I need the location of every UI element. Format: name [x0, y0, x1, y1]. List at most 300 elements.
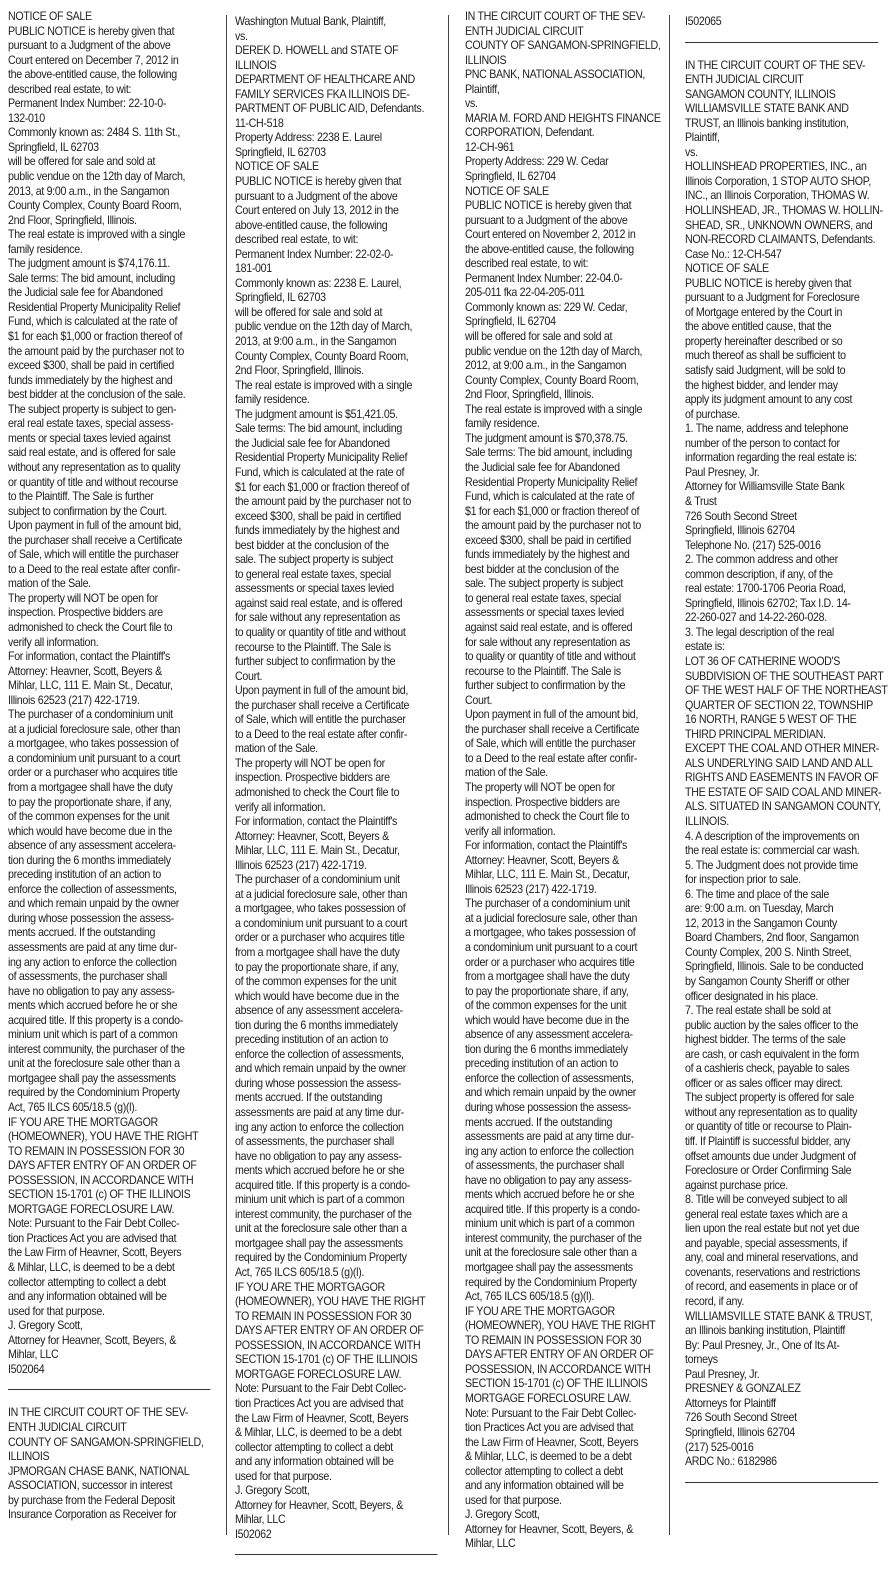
notice-text-line: common description, if any, of the [685, 567, 833, 581]
notice-text-line: ILLINOIS [465, 53, 507, 67]
notice-text-line: 12-CH-961 [465, 140, 515, 154]
notice-text-line: required by the Condominium Property [465, 1275, 637, 1289]
notice-text-line: Insurance Corporation as Receiver for [8, 1508, 177, 1522]
notice-text-line: and payable, special assessments, if [685, 1236, 848, 1250]
notice-text-line: vs. [235, 29, 248, 43]
notice-text-line: to pay the proportionate share, if any, [235, 960, 399, 974]
notice-text-line: the Law Firm of Heavner, Scott, Beyers [465, 1435, 639, 1449]
notice-text-line: Residential Property Municipality Relief [235, 451, 408, 465]
notice-text-line: Plaintiff, [465, 82, 500, 96]
notice-text-line: LOT 36 OF CATHERINE WOOD'S [685, 654, 841, 668]
notice-text-line: Court. [235, 669, 263, 683]
notice-text-line: SUBDIVISION OF THE SOUTHEAST PART [685, 669, 884, 683]
notice-text-line: 6. The time and place of the sale [685, 887, 829, 901]
notice-text-line: The judgment amount is $51,421.05. [235, 407, 398, 421]
notice-text-line: tion during the 6 months immediately [465, 1042, 628, 1056]
notice-text-line: The judgment amount is $74,176.11. [8, 257, 171, 271]
notice-text-line: a mortgagee, who takes possession of [8, 737, 179, 751]
notice-text-line: EXCEPT THE COAL AND OTHER MINER- [685, 742, 879, 756]
notice-text-line: Residential Property Municipality Relief [8, 300, 181, 314]
notice-text-line: much thereof as shall be sufficient to [685, 349, 846, 363]
notice-text-line: Illinois Corporation, 1 STOP AUTO SHOP, [685, 174, 871, 188]
notice-text-line: from a mortgagee shall have the duty [8, 780, 173, 794]
notice-text-line: of assessments, the purchaser shall [465, 1159, 624, 1173]
notice-text-line: & Mihlar, LLC, is deemed to be a debt [235, 1426, 402, 1440]
notice-text-line: torneys [685, 1353, 718, 1367]
notice-text-line: 22-260-027 and 14-22-260-028. [685, 611, 827, 625]
notice-text-line: Mihlar, LLC, 111 E. Main St., Decatur, [8, 679, 173, 693]
notice-text-line: $1 for each $1,000 or fraction thereof of [235, 480, 410, 494]
column-separator [448, 15, 449, 1535]
notice-text-line: Commonly known as: 2238 E. Laurel, [235, 276, 402, 290]
notice-text-line: public vendue on the 12th day of March, [235, 320, 413, 334]
notice-text-line: of record, and easements in place or of [685, 1280, 858, 1294]
notice-text-line: tion during the 6 months immediately [8, 853, 171, 867]
notice-text-line: the highest bidder, and lender may [685, 378, 838, 392]
notice-text-line: PNC BANK, NATIONAL ASSOCIATION, [465, 68, 646, 82]
notice-text-line: Mihlar, LLC, 111 E. Main St., Decatur, [465, 868, 630, 882]
notice-text-line: vs. [685, 145, 698, 159]
notice-text-line: Attorney for Heavner, Scott, Beyers, & [8, 1333, 176, 1347]
notice-text-line: Illinois 62523 (217) 422-1719. [465, 882, 597, 896]
notice-text-line: MORTGAGE FORECLOSURE LAW. [465, 1391, 632, 1405]
notice-text-line: ing any action to enforce the collection [465, 1144, 634, 1158]
notice-text-line: TO REMAIN IN POSSESSION FOR 30 [465, 1333, 642, 1347]
notice-text-line: Case No.: 12-CH-547 [685, 247, 782, 261]
notice-text-line: PUBLIC NOTICE is hereby given that [685, 276, 852, 290]
notice-text-line: assessments are paid at any time dur- [8, 941, 177, 954]
notice-text-line: Fund, which is calculated at the rate of [465, 490, 635, 504]
notice-text-line: Board Chambers, 2nd floor, Sangamon [685, 931, 859, 945]
notice-text-line: TRUST, an Illinois banking institution, [685, 116, 849, 130]
notice-text-line: Sale terms: The bid amount, including [8, 271, 175, 285]
notice-text-line: collector attempting to collect a debt [8, 1275, 166, 1289]
notice-text-line: NOTICE OF SALE [235, 160, 319, 174]
notice-text-line: officer or as sales officer may direct. [685, 1076, 843, 1090]
notice-text-line: during whose possession the assess- [465, 1101, 632, 1115]
notice-text-line: MORTGAGE FORECLOSURE LAW. [8, 1202, 175, 1216]
notice-text-line: admonished to check the Court file to [8, 620, 173, 634]
notice-text-line: have no obligation to pay any assess- [8, 984, 175, 998]
notice-text-line: mortgagee shall pay the assessments [235, 1236, 403, 1250]
notice-text-line: the Law Firm of Heavner, Scott, Beyers [8, 1246, 182, 1260]
notice-text-line: The subject property is subject to gen- [8, 402, 177, 416]
notice-text-line: officer designated in his place. [685, 989, 818, 1003]
notice-text-line: Upon payment in full of the amount bid, [8, 519, 182, 533]
notice-text-line: tion during the 6 months immediately [235, 1018, 398, 1032]
notice-text-line: for sale without any representation as [465, 635, 631, 649]
notice-text-line: will be offered for sale and sold at [8, 155, 156, 169]
notice-text-line: THIRD PRINCIPAL MERIDIAN. [685, 727, 826, 741]
notice-text-line: DEPARTMENT OF HEALTHCARE AND [235, 73, 415, 87]
notice-text-line: 726 South Second Street [685, 509, 797, 523]
notice-text-line: which would have become due in the [235, 989, 399, 1003]
notice-text-line: have no obligation to pay any assess- [235, 1149, 402, 1163]
notice-text-line: I502062 [235, 1527, 272, 1541]
notice-text-line: against said real estate, and is offered [235, 596, 403, 610]
notice-text-line: (217) 525-0016 [685, 1440, 754, 1454]
notice-text-line: without any representation as to quality [685, 1105, 858, 1119]
notice-text-line: QUARTER OF SECTION 22, TOWNSHIP [685, 698, 873, 712]
notice-text-line: general real estate taxes which are a [685, 1207, 848, 1221]
notice-text-line: Paul Presney, Jr. [685, 1367, 760, 1381]
notice-text-line: interest community, the purchaser of the [8, 1042, 185, 1056]
notice-text-line: minium unit which is part of a common [8, 1028, 178, 1042]
notice-text-line: of purchase. [685, 407, 740, 421]
notice-text-line: The purchaser of a condominium unit [8, 708, 173, 722]
notice-text-line: the Judicial sale fee for Abandoned [465, 460, 620, 474]
notice-text-line: ASSOCIATION, successor in interest [8, 1479, 173, 1493]
notice-text-line: Court. [465, 693, 493, 707]
notice-text-line: assessments are paid at any time dur- [235, 1106, 404, 1120]
notice-text-line: Attorneys for Plaintiff [685, 1396, 776, 1410]
notice-text-line: and which remain unpaid by the owner [465, 1086, 637, 1100]
notice-text-line: ALS UNDERLYING SAID LAND AND ALL [685, 756, 873, 770]
legal-notice [685, 15, 883, 43]
notice-text-line: DEREK D. HOWELL and STATE OF [235, 44, 399, 58]
notice-text-line: ments which accrued before he or she [235, 1164, 405, 1178]
notice-text-line: a mortgagee, who takes possession of [465, 926, 636, 940]
notice-text-line: OF THE WEST HALF OF THE NORTHEAST [685, 684, 888, 698]
notice-text-line: Mihlar, LLC [235, 1513, 286, 1527]
notice-text-line: required by the Condominium Property [235, 1251, 407, 1265]
notice-text-line: ARDC No.: 6182986 [685, 1455, 777, 1469]
notice-text-line: The purchaser of a condominium unit [465, 897, 630, 911]
notice-text-line: Illinois 62523 (217) 422-1719. [235, 858, 367, 872]
notice-text-line: Residential Property Municipality Relief [465, 475, 638, 489]
notice-text-line: acquired title. If this property is a condo- [235, 1178, 410, 1192]
notice-text-line: Springfield, IL 62704 [465, 170, 556, 184]
notice-text-line: interest community, the purchaser of the [235, 1207, 412, 1221]
notice-text-line: property hereinafter described or so [685, 334, 843, 348]
notice-text-line: inspection. Prospective bidders are [465, 795, 620, 809]
notice-text-line: JPMORGAN CHASE BANK, NATIONAL [8, 1464, 190, 1478]
notice-text-line: pursuant to a Judgment of the above [235, 189, 398, 203]
notice-text-line: the above entitled cause, that the [685, 320, 832, 334]
notice-text-line: the Judicial sale fee for Abandoned [235, 436, 390, 450]
notice-text-line: Upon payment in full of the amount bid, [465, 708, 639, 722]
notice-text-line: Springfield, IL 62703 [8, 140, 99, 154]
notice-text-line: public auction by the sales officer to the [685, 1018, 859, 1032]
notice-text-line: of Sale, which will entitle the purchaser [8, 548, 179, 562]
notice-text-line: to the Plaintiff. The Sale is further [8, 490, 154, 504]
notice-text-line: admonished to check the Court file to [235, 785, 400, 799]
notice-text-line: during whose possession the assess- [235, 1076, 402, 1090]
notice-text-line: Court entered on November 2, 2012 in [465, 228, 636, 242]
notice-text-line: (HOMEOWNER), YOU HAVE THE RIGHT [8, 1130, 199, 1144]
notice-text-line: of the common expenses for the unit [8, 810, 170, 824]
column-1 [8, 10, 209, 1523]
notice-text-line: & Trust [685, 494, 717, 508]
notice-text-line: 2nd Floor, Springfield, Illinois. [235, 364, 364, 378]
notice-text-line: sale. The subject property is subject [235, 553, 394, 567]
notice-text-line: CORPORATION, Defendant. [465, 126, 595, 140]
notice-text-line: best bidder at the conclusion of the [235, 538, 389, 552]
notice-text-line: mation of the Sale. [235, 742, 318, 756]
notice-text-line: the purchaser shall receive a Certificate [235, 698, 410, 712]
notice-text-line: at a judicial foreclosure sale, other than [235, 887, 408, 901]
notice-text-line: information regarding the real estate is: [685, 451, 857, 465]
notice-text-line: For information, contact the Plaintiff's [235, 815, 398, 829]
notice-text-line: Washington Mutual Bank, Plaintiff, [235, 15, 386, 28]
notice-text-line: collector attempting to collect a debt [465, 1464, 623, 1478]
notice-text-line: unit at the foreclosure sale other than a [465, 1246, 637, 1260]
notice-text-line: to quality or quantity of title and without [235, 625, 406, 639]
notice-text-line: Court entered on December 7, 2012 in [8, 53, 179, 67]
notice-text-line: 2. The common address and other [685, 553, 838, 567]
notice-text-line: NOTICE OF SALE [685, 262, 769, 276]
column-separator [226, 15, 227, 1535]
notice-text-line: inspection. Prospective bidders are [235, 771, 390, 785]
notice-text-line: PUBLIC NOTICE is hereby given that [235, 175, 402, 189]
notice-text-line: number of the person to contact for [685, 436, 840, 450]
notice-text-line: the amount paid by the purchaser not to [8, 344, 185, 358]
notice-text-line: Permanent Index Number: 22-04.0- [465, 271, 623, 285]
notice-text-line: The property will NOT be open for [465, 780, 615, 794]
notice-text-line: further subject to confirmation by the [465, 679, 626, 693]
notice-text-line: have no obligation to pay any assess- [465, 1173, 632, 1187]
notice-text-line: absence of any assessment accelera- [465, 1028, 633, 1042]
notice-text-line: SANGAMON COUNTY, ILLINOIS [685, 87, 836, 101]
notice-text-line: verify all information. [235, 800, 326, 814]
notice-text-line: mortgagee shall pay the assessments [465, 1261, 633, 1275]
notice-text-line: the Judicial sale fee for Abandoned [8, 286, 163, 300]
notice-text-line: preceding institution of an action to [8, 868, 161, 882]
notice-text-line: Court entered on July 13, 2012 in the [235, 204, 399, 218]
notice-text-line: vs. [465, 97, 478, 111]
notice-text-line: $1 for each $1,000 or fraction thereof of [8, 330, 183, 344]
notice-text-line: tiff. If Plaintiff is successful bidder, any [685, 1135, 851, 1149]
notice-text-line: I502064 [8, 1362, 45, 1376]
notice-text-line: and which remain unpaid by the owner [235, 1062, 407, 1076]
notice-text-line: to a Deed to the real estate after confir- [465, 751, 638, 765]
notice-text-line: 726 South Second Street [685, 1411, 797, 1425]
notice-text-line: Mihlar, LLC, 111 E. Main St., Decatur, [235, 844, 400, 858]
notice-text-line: and any information obtained will be [465, 1479, 624, 1493]
notice-text-line: County Complex, County Board Room, [465, 373, 639, 387]
notice-text-line: ments or special taxes levied against [8, 431, 171, 445]
notice-text-line: covenants, reservations and restrictions [685, 1265, 861, 1279]
notice-text-line: of the common expenses for the unit [465, 999, 627, 1013]
notice-text-line: without any representation as to quality [8, 460, 181, 474]
notice-text-line: against purchase price. [685, 1178, 788, 1192]
notice-text-line: of Sale, which will entitle the purchaser [465, 737, 636, 751]
notice-text-line: Mihlar, LLC [465, 1537, 516, 1551]
legal-notice [8, 1406, 209, 1522]
notice-text-line: collector attempting to collect a debt [235, 1440, 393, 1454]
notice-text-line: Property Address: 229 W. Cedar [465, 155, 609, 169]
notice-text-line: by purchase from the Federal Deposit [8, 1493, 175, 1507]
notice-text-line: exceed $300, shall be paid in certified [235, 509, 401, 523]
notice-text-line: apply its judgment amount to any cost [685, 393, 853, 407]
notice-text-line: TO REMAIN IN POSSESSION FOR 30 [8, 1144, 185, 1158]
notice-text-line: which would have become due in the [465, 1013, 629, 1027]
notice-text-line: enforce the collection of assessments, [465, 1071, 634, 1085]
notice-text-line: described real estate, to wit: [235, 233, 359, 247]
notice-text-line: ing any action to enforce the collection [235, 1120, 404, 1134]
notice-text-line: will be offered for sale and sold at [235, 305, 383, 319]
notice-text-line: ments accrued. If the outstanding [8, 926, 156, 940]
notice-text-line: (HOMEOWNER), YOU HAVE THE RIGHT [465, 1319, 656, 1333]
notice-text-line: Note: Pursuant to the Fair Debt Collec- [465, 1406, 637, 1420]
notice-text-line: from a mortgagee shall have the duty [465, 970, 630, 984]
notice-text-line: 181-001 [235, 262, 272, 276]
notice-text-line: 132-010 [8, 111, 45, 125]
notice-text-line: pursuant to a Judgment of the above [8, 39, 171, 53]
notice-text-line: SHEAD, SR., UNKNOWN OWNERS, and [685, 218, 873, 232]
notice-text-line: the real estate is: commercial car wash. [685, 844, 860, 858]
notice-text-line: ments which accrued before he or she [465, 1188, 635, 1202]
notice-text-line: Foreclosure or Order Confirming Sale [685, 1164, 852, 1178]
notice-text-line: used for that purpose. [235, 1469, 332, 1483]
notice-text-line: SECTION 15-1701 (c) OF THE ILLINOIS [465, 1377, 648, 1391]
notice-text-line: IN THE CIRCUIT COURT OF THE SEV- [465, 10, 646, 23]
notice-text-line: order or a purchaser who acquires title [8, 766, 178, 780]
notice-text-line: order or a purchaser who acquires title [465, 955, 635, 969]
legal-notice [8, 10, 209, 1390]
notice-text-line: POSSESSION, IN ACCORDANCE WITH [8, 1173, 194, 1187]
notice-text-line: County Complex, 200 S. Ninth Street, [685, 945, 852, 959]
notice-text-line: the purchaser shall receive a Certificate [8, 533, 183, 547]
notice-text-line: family residence. [465, 417, 540, 431]
notice-text-line: MARIA M. FORD AND HEIGHTS FINANCE [465, 111, 661, 125]
notice-text-line: described real estate, to wit: [8, 82, 132, 96]
notice-text-line: 2012, at 9:00 a.m., in the Sangamon [465, 359, 627, 373]
notice-text-line: Attorney: Heavner, Scott, Beyers & [8, 664, 162, 678]
notice-text-line: IF YOU ARE THE MORTGAGOR [465, 1304, 615, 1318]
notice-text-line: IF YOU ARE THE MORTGAGOR [8, 1115, 158, 1129]
notice-text-line: enforce the collection of assessments, [235, 1047, 404, 1061]
notice-text-line: DAYS AFTER ENTRY OF AN ORDER OF [235, 1324, 424, 1338]
notice-text-line: of the common expenses for the unit [235, 975, 397, 989]
notice-text-line: Mihlar, LLC [8, 1348, 59, 1362]
notice-text-line: to quality or quantity of title and without [465, 650, 636, 664]
notice-text-line: mation of the Sale. [465, 766, 548, 780]
notice-text-line: Plaintiff, [685, 131, 720, 145]
notice-text-line: DAYS AFTER ENTRY OF AN ORDER OF [465, 1348, 654, 1362]
notice-text-line: interest community, the purchaser of the [465, 1231, 642, 1245]
notice-text-line: ments accrued. If the outstanding [465, 1115, 613, 1129]
notice-text-line: WILLIAMSVILLE STATE BANK AND [685, 102, 849, 116]
notice-text-line: subject to confirmation by the Court. [8, 504, 167, 518]
notice-text-line: to a Deed to the real estate after confir- [235, 727, 408, 741]
notice-text-line: minium unit which is part of a common [465, 1217, 635, 1231]
notice-text-line: from a mortgagee shall have the duty [235, 946, 400, 959]
notice-text-line: For information, contact the Plaintiff's [8, 650, 171, 664]
notice-text-line: absence of any assessment accelera- [235, 1004, 403, 1018]
notice-text-line: above-entitled cause, the following [235, 218, 388, 232]
notice-text-line: 7. The real estate shall be sold at [685, 1004, 831, 1018]
notice-text-line: Springfield, Illinois 62704 [685, 1425, 795, 1439]
notice-text-line: preceding institution of an action to [465, 1057, 618, 1071]
notice-text-line: best bidder at the conclusion of the sale. [8, 388, 186, 402]
notice-text-line: Permanent Index Number: 22-02-0- [235, 247, 394, 261]
notice-text-line: ENTH JUDICIAL CIRCUIT [465, 24, 584, 38]
notice-text-line: 2nd Floor, Springfield, Illinois. [465, 388, 594, 402]
notice-text-line: of Sale, which will entitle the purchaser [235, 713, 406, 727]
notice-text-line: family residence. [8, 242, 83, 256]
notice-text-line: PUBLIC NOTICE is hereby given that [8, 24, 175, 38]
notice-text-line: family residence. [235, 393, 310, 407]
notice-text-line: recourse to the Plaintiff. The Sale is [465, 664, 621, 678]
notice-text-line: Paul Presney, Jr. [685, 465, 760, 479]
notice-text-line: funds immediately by the highest and [8, 373, 173, 387]
column-4 [685, 15, 888, 1499]
notice-text-line: a condominium unit pursuant to a court [465, 941, 638, 954]
notice-text-line: 2013, at 9:00 a.m., in the Sangamon [8, 184, 170, 198]
notice-text-line: at a judicial foreclosure sale, other than [8, 722, 181, 736]
notice-text-line: will be offered for sale and sold at [465, 330, 613, 344]
notice-text-line: I502065 [685, 15, 722, 28]
notice-text-line: Fund, which is calculated at the rate of [8, 315, 178, 329]
notice-text-line: J. Gregory Scott, [465, 1508, 540, 1522]
notice-text-line: funds immediately by the highest and [235, 524, 400, 538]
notice-text-line: By: Paul Presney, Jr., One of Its At- [685, 1338, 840, 1352]
notice-text-line: of Mortgage entered by the Court in [685, 305, 843, 319]
notice-text-line: to general real estate taxes, special [465, 591, 621, 605]
notice-text-line: tion Practices Act you are advised that [465, 1421, 634, 1435]
notice-text-line: PRESNEY & GONZALEZ [685, 1382, 801, 1396]
notice-text-line: the Law Firm of Heavner, Scott, Beyers [235, 1411, 409, 1425]
notice-text-line: NON-RECORD CLAIMANTS, Defendants. [685, 233, 876, 247]
notice-text-line: mortgagee shall pay the assessments [8, 1071, 176, 1085]
notice-text-line: lien upon the real estate but not yet due [685, 1222, 860, 1236]
notice-text-line: by Sangamon County Sheriff or other [685, 975, 850, 988]
notice-text-line: estate is: [685, 640, 725, 654]
notice-text-line: against said real estate, and is offered [465, 620, 633, 634]
notice-text-line: a condominium unit pursuant to a court [235, 916, 408, 930]
notice-text-line: to a Deed to the real estate after confir- [8, 562, 181, 576]
notice-text-line: NOTICE OF SALE [8, 10, 92, 23]
notice-text-line: The subject property is offered for sale [685, 1091, 854, 1105]
notice-text-line: For information, contact the Plaintiff's [465, 839, 628, 853]
notice-text-line: NOTICE OF SALE [465, 184, 549, 198]
notice-text-line: best bidder at the conclusion of the [465, 562, 619, 576]
column-separator [669, 15, 670, 1535]
notice-text-line: J. Gregory Scott, [235, 1484, 310, 1498]
notice-text-line: described real estate, to wit: [465, 257, 589, 271]
notice-text-line: INC., an Illinois Corporation, THOMAS W. [685, 189, 870, 203]
notice-text-line: 2nd Floor, Springfield, Illinois. [8, 213, 137, 227]
notice-text-line: Springfield, Illinois. Sale to be conducted [685, 960, 864, 974]
notice-text-line: Act, 765 ILCS 605/18.5 (g)(l). [8, 1101, 138, 1115]
notice-text-line: highest bidder. The terms of the sale [685, 1033, 846, 1047]
notice-text-line: the amount paid by the purchaser not to [465, 519, 642, 533]
notice-text-line: assessments or special taxes levied [465, 606, 624, 620]
notice-text-line: (HOMEOWNER), YOU HAVE THE RIGHT [235, 1295, 426, 1309]
notice-text-line: preceding institution of an action to [235, 1033, 388, 1047]
notice-text-line: Springfield, IL 62703 [235, 291, 326, 305]
notice-text-line: ILLINOIS. [685, 814, 729, 828]
notice-text-line: County Complex, County Board Room, [235, 349, 409, 363]
notice-text-line: Permanent Index Number: 22-10-0- [8, 97, 167, 111]
notice-text-line: HOLLINSHEAD PROPERTIES, INC., an [685, 160, 867, 174]
notice-text-line: pursuant to a Judgment for Foreclosure [685, 291, 860, 305]
notice-text-line: The real estate is improved with a single [235, 378, 413, 392]
notice-text-line: tion Practices Act you are advised that [8, 1231, 177, 1245]
notice-text-line: Springfield, Illinois 62704 [685, 524, 795, 538]
notice-text-line: the above-entitled cause, the following [465, 242, 634, 256]
notice-text-line: or quantity of title and without recourse [8, 475, 179, 489]
notice-text-line: The property will NOT be open for [235, 756, 385, 770]
notice-text-line: Attorney for Heavner, Scott, Beyers, & [235, 1498, 403, 1512]
notice-text-line: The real estate is improved with a single [465, 402, 643, 416]
notice-text-line: COUNTY OF SANGAMON-SPRINGFIELD, [465, 39, 661, 53]
notice-text-line: Attorney: Heavner, Scott, Beyers & [465, 853, 619, 867]
notice-text-line: The purchaser of a condominium unit [235, 873, 400, 887]
notice-text-line: admonished to check the Court file to [465, 810, 630, 824]
notice-text-line: public vendue on the 12th day of March, [8, 170, 186, 184]
